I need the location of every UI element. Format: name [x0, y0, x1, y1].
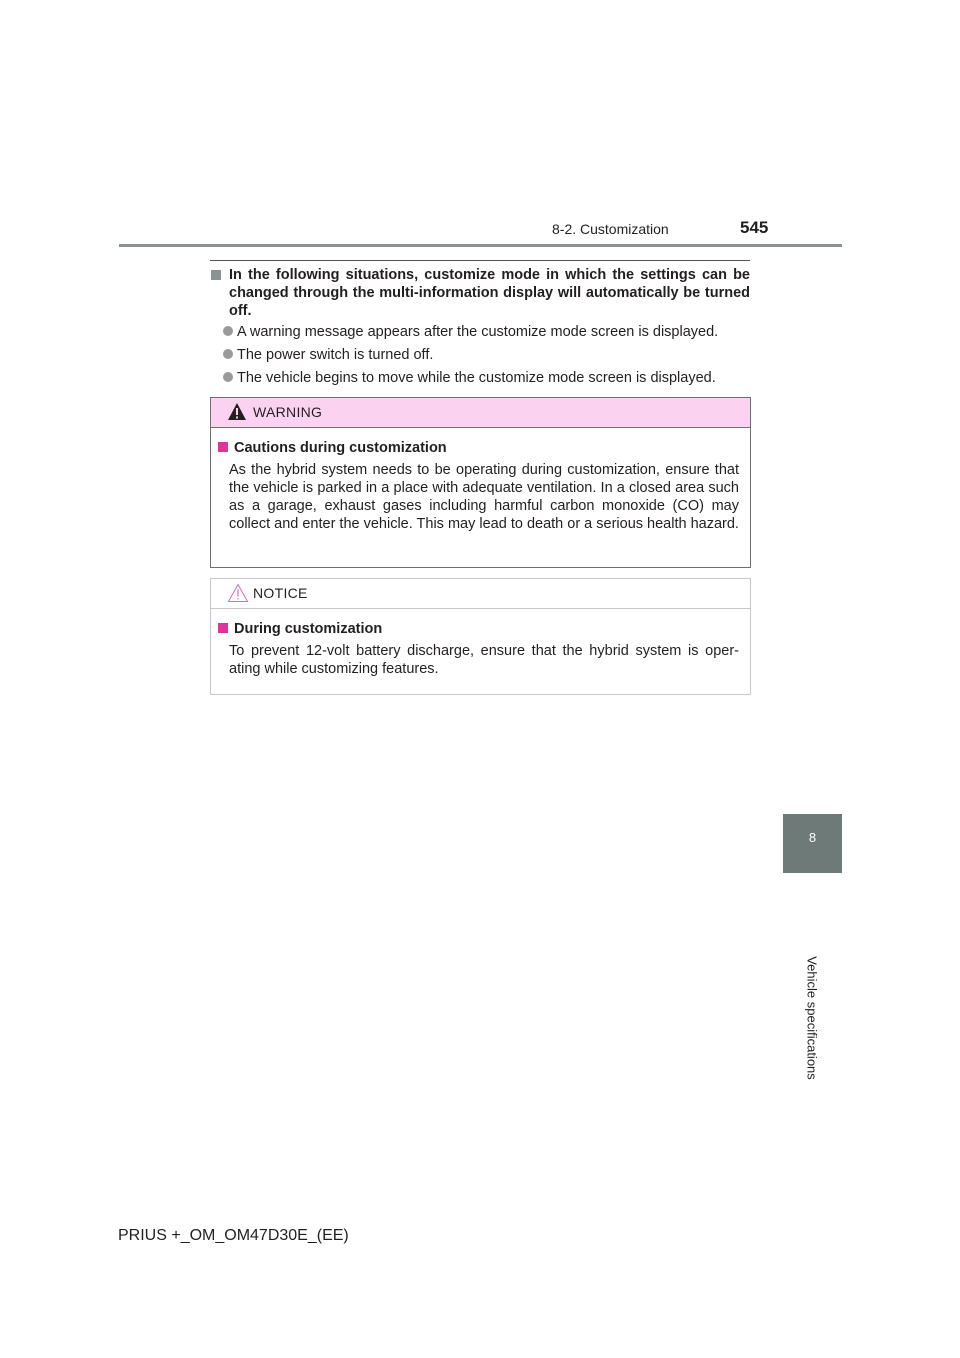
notice-box: [210, 578, 751, 695]
page-number: 545: [740, 218, 769, 237]
warning-body: As the hybrid system needs to be operating during customization, ensure that the vehicle is parked in a place with adequate ventilation. In a closed area such as a garage, exhaust gases including harmful carbon monoxide (CO) may collect and enter the vehicle. This may lead to death or a serious health hazard.: [229, 462, 739, 532]
notice-body: To prevent 12-volt battery discharge, ensure that the hybrid system is oper-ating while customizing features.: [229, 643, 739, 677]
list-item: [223, 369, 750, 387]
chapter-number: 8: [808, 830, 817, 845]
round-bullet-icon: [223, 372, 233, 382]
round-bullet-icon: [223, 349, 233, 359]
chapter-title-vertical: Vehicle specifications: [804, 956, 820, 1080]
square-bullet-icon: [218, 623, 228, 633]
list-item: [223, 323, 750, 341]
notice-title: [218, 621, 382, 637]
square-bullet-icon: [211, 270, 221, 280]
intro-heading: [211, 266, 750, 320]
footer-doc-code: PRIUS +_OM_OM47D30E_(EE): [118, 1227, 349, 1244]
notice-header: [211, 579, 750, 609]
warning-label: WARNING: [253, 404, 323, 420]
notice-triangle-icon: [227, 583, 249, 608]
notice-label: NOTICE: [253, 585, 308, 601]
warning-header: [211, 398, 750, 428]
header-rule: [119, 244, 842, 247]
content-top-rule: [210, 260, 750, 261]
square-bullet-icon: [218, 442, 228, 452]
warning-title: [218, 440, 447, 456]
list-item-text: The power switch is turned off.: [237, 347, 434, 363]
round-bullet-icon: [223, 326, 233, 336]
notice-title-text: During customization: [234, 621, 383, 637]
list-item-text: The vehicle begins to move while the customize mode screen is displayed.: [237, 370, 716, 386]
intro-heading-text: In the following situations, customize mode in which the settings can be changed through the multi-information display will automatically be turned off.: [229, 267, 750, 319]
warning-box: [210, 397, 751, 568]
list-item: [223, 346, 750, 364]
chapter-tab: [783, 814, 842, 873]
warning-title-text: Cautions during customization: [234, 440, 447, 456]
list-item-text: A warning message appears after the customize mode screen is displayed.: [237, 324, 719, 340]
warning-triangle-icon: [227, 402, 247, 426]
header-section-title: 8-2. Customization: [552, 221, 669, 237]
